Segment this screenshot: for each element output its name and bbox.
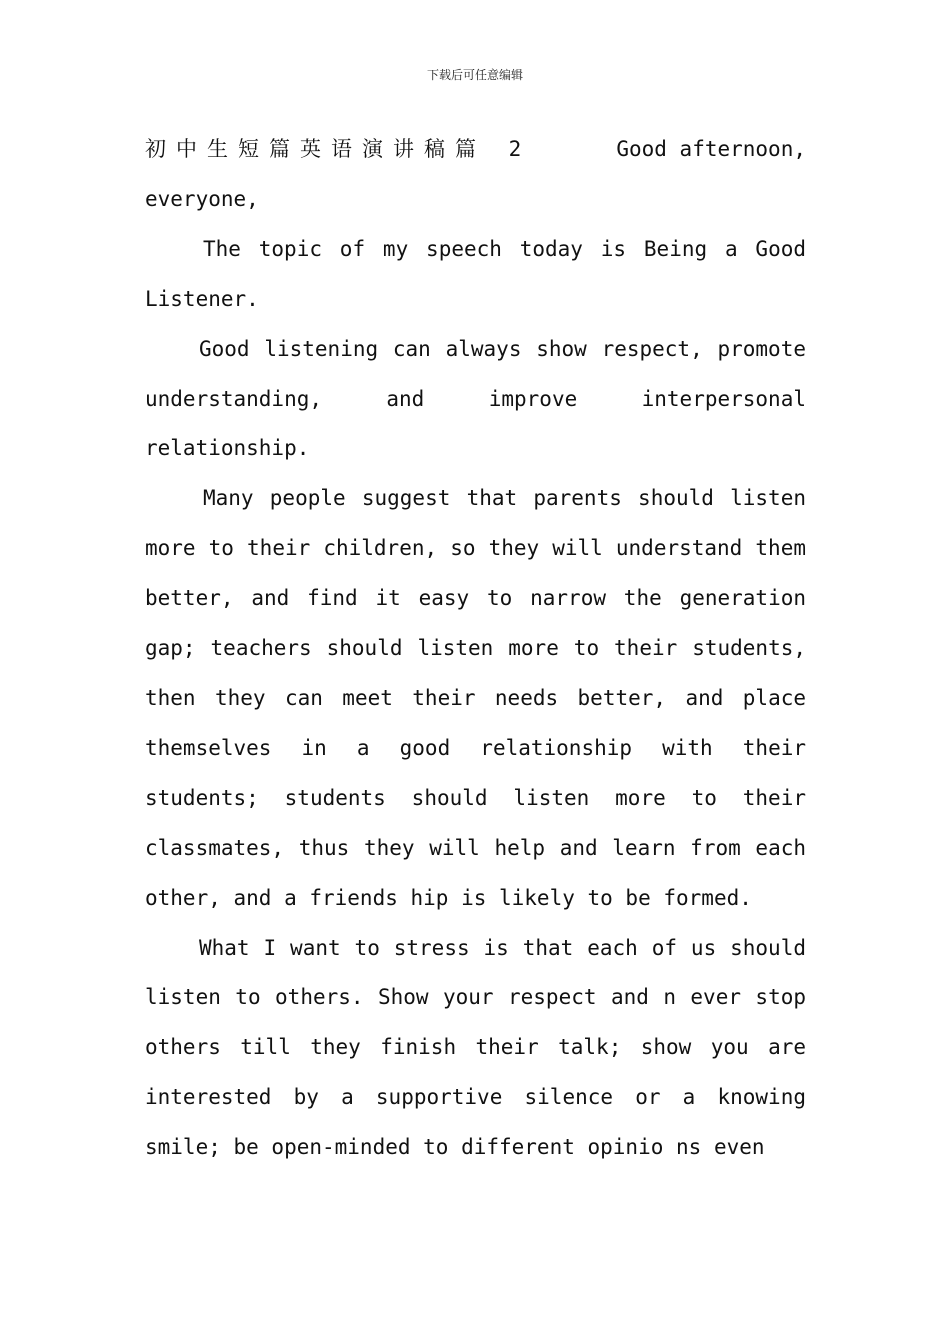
document-body [145,125,806,1173]
greeting-second-line: everyone, [145,186,259,211]
paragraph-topic: The topic of my speech today is Being a Good Listener. [145,236,806,311]
document-title: 初中生短篇英语演讲稿篇 2 [145,137,532,161]
paragraph-good-listening: Good listening can always show respect, promote understanding, and improve interpersonal relationship. [145,336,806,461]
paragraph-many-people: Many people suggest that parents should listen more to their children, so they will understand them better, and find it easy to narrow the generation gap; teachers should listen more to their students, then they can meet their needs better, and place themselves in a good relationship with their students; students should listen more to their classmates, thus they will help and learn from each other, and a friends hip is likely to be formed. [145,486,806,910]
title-line [145,125,806,175]
paragraph-what-i-want: What I want to stress is that each of us should listen to others. Show your respect and n ever stop others till they finish their talk; show you are interested by a supportive silence or a knowing smile; be open-minded to different opinio ns even [145,935,806,1160]
greeting-first-line: Good afternoon, [616,137,806,161]
page-header: 下载后可任意编辑 [426,68,523,82]
